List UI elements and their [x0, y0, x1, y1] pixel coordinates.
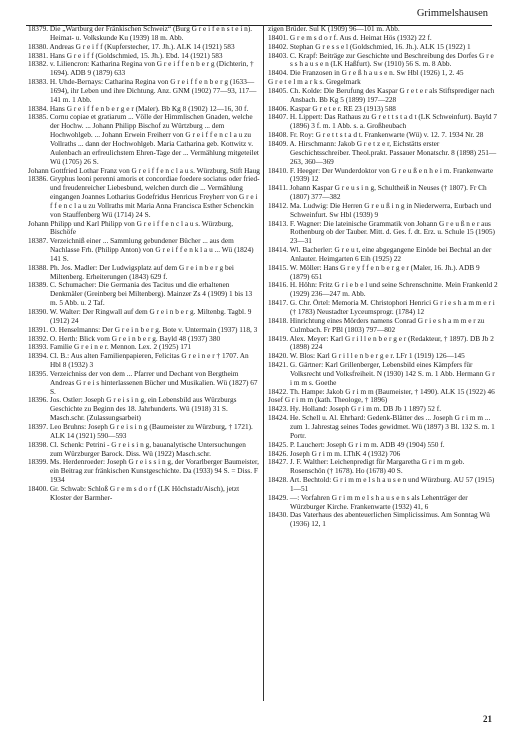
bibliography-entry: 18395. Verzeichniss der von dem ... Pfarrer und Dechant von Bergtheim Andreas G r e i s hinterlassenen Bücher und Musikalien. Wü (1827) 67 S. — [28, 368, 258, 396]
bibliography-entry: 18403. C. Krapf: Beiträge zur Geschichte und Beschreibung des Dorfes G r e s s h a u s e n (LK Haßfurt). Sw (1910) 56 S. m. 8 Abb. — [268, 50, 494, 69]
bibliography-entry: 18398. Cl. Schenk: Petrini - G r e i s i n g, bauanalytische Untersuchungen zum Würzburger Barock. Diss. Wü (1922) Masch.schr. — [28, 439, 246, 458]
bibliography-entry: 18415. W. Möller: Hans G r e y f f e n b e r g e r (Maler, 16. Jh.). ADB 9 (1879) 651 — [268, 262, 480, 281]
bibliography-entry: 18429. —: Vorfahren G r i m m e l s h a u s e n s als Lehenträger der Würzburger Kirche. Frankenwarte (1932) 41, 6 — [268, 492, 468, 511]
bibliography-entry: 18384. Hans G r e i f f e n b e r g e r (Maler). Bb Kg 8 (1902) 12—16, 30 f. — [28, 103, 249, 113]
bibliography-entry: 18413. F. Wagner: Die lateinische Grammatik von Johann G r e u ß n e r aus Rothenburg ob der Tauber. Mitt. d. Ges. f. dt. Erz. u. Schule 15 (1905) 23—31 — [268, 218, 495, 246]
bibliography-entry: 18407. H. Lippert: Das Rathaus zu G r e t t s t a d t (LK Schweinfurt). Bayld 7 (1896) 3 f. m. 1 Abb. s. a. Großheubach — [268, 112, 497, 131]
bibliography-entry: 18406. Kaspar G r e t e r. RE 23 (1913) 588 — [268, 103, 396, 113]
bibliography-entry: 18380. Andreas G r e i f f (Kupferstecher, 17. Jh.). ALK 14 (1921) 583 — [28, 41, 235, 51]
bibliography-entry: 18409. A. Hirschmann: Jakob G r e t z e r, Eichstätts erster Geschichtsschreiber. Theol.prakt. Passauer Monatschr. 8 (1898) 251—263, 360—369 — [268, 138, 497, 166]
bibliography-entry: 18430. Das Vaterhaus des abenteuerlichen Simplicissimus. Am Sonntag Wü (1936) 12, 1 — [268, 510, 490, 529]
left-column — [28, 25, 260, 503]
bibliography-entry: 18412. Ma. Ludwig: Die Herren G r e u ß i n g in Niederwerra, Eurbach und Schweinfurt. Sw Hbl (1939) 9 — [268, 200, 492, 219]
bibliography-entry: 18410. F. Heeger: Der Wunderdoktor von G r e u ß e n h e i m. Frankenwarte (1939) 12 — [268, 165, 494, 184]
bibliography-entry: 18399. Ms. Herdenroeder: Joseph G r e i s s i n g, der Vorarlberger Baumeister, ein Beitrag zur fränkischen Kunstgeschichte. Da (1933) 94 S. = Diss. F 1934 — [28, 457, 259, 485]
bibliography-entry: 18408. Fr. Roy: G r e t t s t a d t. Frankenwarte (Wü) v. 12. 7. 1934 Nr. 28 — [268, 130, 484, 140]
bibliography-entry: 18416. H. Höhn: Fritz G r i e b e l und seine Schrenschnitte. Mein Frankenld 2 (1929) 236—247 m. Abb. — [268, 280, 498, 299]
bibliography-entry: 18418. Hinrichtung eines Mörders namens Conrad G r i e s h a m m e r zu Culmbach. Fr PBl (1803) 797—802 — [268, 315, 485, 334]
bibliography-entry: 18401. G r e m s d o r f. Aus d. Heimat Hös (1932) 22 f. — [268, 32, 432, 42]
bibliography-entry: 18414. Wl. Bacherler: G r e u t, eine abgegangene Einöde bei Bechtal an der Anlauter. Heimgarten 6 Eih (1925) 22 — [268, 245, 492, 263]
bibliography-entry: 18428. Art. Bechtold: G r i m m e l s h a u s e n und Würzburg. AU 57 (1915) 1—51 — [268, 475, 495, 493]
bibliography-entry: Josef G r i m m (kath. Theologe, † 1896) — [268, 395, 388, 405]
bibliography-entry: 18393. Familie G r e i n e r. Mennon. Lex. 2 (1925) 171 — [28, 342, 192, 352]
bibliography-entry: zigen Brüder. Sul K (1909) 96—101 m. Abb. — [268, 24, 400, 33]
page-header — [26, 5, 492, 26]
bibliography-entry: 18392. O. Herth: Blick vom G r e i n b e r g. Bayld 48 (1937) 380 — [28, 333, 221, 343]
column-divider — [263, 25, 264, 701]
bibliography-entry: 18420. W. Blos: Karl G r i l l e n b e r g e r. LFr 1 (1919) 126—145 — [268, 351, 465, 361]
bibliography-entry: 18404. Die Franzosen in G r e ß h a u s e n. Sw Hbl (1926) 1, 2. 45 — [268, 68, 464, 78]
bibliography-entry: 18387. Verzeichniß einer ... Sammlung gebundener Bücher ... aus dem Nachlasse Frh. (Philipp Anton) von G r e i f f e n k l a u ... Wü (1824) 141 S. — [28, 236, 254, 263]
running-head-title: Grimmelshausen — [416, 8, 488, 19]
bibliography-entry: 18394. Cl. B.: Aus alten Familienpapieren, Felicitas G r e i n e r † 1707. An Hbl 8 (1932) 3 — [28, 351, 249, 370]
bibliography-entry: 18383. H. Uhde-Bernays: Catharina Regina von G r e i f f e n b e r g (1633—1694), ihr Leben und ihre Dichtung. Anz. GNM (1902) 77—93, 117—141 m. 1 Abb. — [28, 77, 257, 104]
bibliography-entry: 18400. Gr. Schwab: Schloß G r e m s d o r f (LK Höchstadt/Aisch), jetzt Kloster der Barmher- — [28, 483, 240, 502]
bibliography-entry: 18390. W. Walter: Der Ringwall auf dem G r e i n b e r g. Miltenbg. Tagbl. 9 (1912) 24 — [28, 307, 252, 325]
bibliography-entry: Johann Philipp und Karl Philipp von G r e i f f e n c l a u s. Würzburg, Bischöfe — [28, 218, 234, 237]
bibliography-entry: 18411. Johann Kaspar G r e u s i n g, Schultheiß in Neuses († 1807). Fr Ch (1807) 377—382 — [268, 183, 487, 202]
bibliography-entry: 18427. J. F. Walther: Leichenpredigt für Margaretha G r i m m geb. Rosenschön († 1678). Ho (1678) 40 S. — [268, 457, 465, 476]
bibliography-entry: 18396. Jos. Ostler: Joseph G r e i s i n g, ein Lebensbild aus Würzburgs Geschichte zu Beginn des 18. Jahrhunderts. Wü (1918) 31 S. Masch.schr. (Zulassungsarbeit) — [28, 395, 237, 423]
bibliography-entry: 18422. Th. Hampe: Jakob G r i m m (Baumeister, † 1490). ALK 15 (1922) 46 — [268, 386, 495, 396]
bibliography-entry: 18379. Die „Wartburg der Fränkischen Schweiz“ (Burg G r e i f e n s t e i n). Heimat- u. Volkskunde Ku (1939) 18 m. Abb. — [28, 24, 253, 42]
bibliography-entry: 18402. Stephan G r e s s e l (Goldschmied, 16. Jh.). ALK 15 (1922) 1 — [268, 41, 471, 51]
bibliography-entry: 18389. C. Schumacher: Die Germania des Tacitus und die erhaltenen Denkmäler (Greinberg bei Miltenberg). Mainzer Zs 4 (1909) 1 bis 13 m. 5 Abb. u. 2 Taf. — [28, 280, 253, 308]
page-number: 21 — [483, 714, 492, 724]
bibliography-entry: 18417. G. Chr. Örtel: Memoria M. Christophori Henrici G r i e s h a m m e r i († 1783) Neustadter Lyceumsprogr. (1784) 12 — [268, 298, 495, 316]
bibliography-entry: 18421. G. Gärtner: Karl Grillenberger, Lebensbild eines Kämpfers für Volksrecht und Volksfreiheit. N (1930) 142 S. m. 1 Abb. Hermann G r i m m s. Goethe — [268, 360, 495, 387]
bibliography-entry: 18381. Hans G r e i f f (Goldschmied, 15. Jh.). Ebd. 14 (1921) 583 — [28, 50, 223, 60]
bibliography-entry: 18426. Joseph G r i m m. LThK 4 (1932) 706 — [268, 448, 401, 458]
bibliography-entry: 18385. Cornu copiae et gratiarum ... Völle der Himmlischen Gnaden, welche der Hochw. ... Johann Philipp Bischof zu Würtzburg ... dem Hochwohlgeb. ... Johann Erwein Freiherr von G r e i f f e n c l a u zu Vollraths ... dann der Hochwohlgeb. Maria Catharina geb. Kottwitz v. Aulenbach an erfreulichstem Ehren-Tage der ... Vermählung mitgeteilet Wü (1705) 26 S. — [28, 112, 259, 166]
bibliography-entry: 18424. He. Schell u. Al. Ehrhard: Gedenk-Blätter des ... Joseph G r i m m ... zum 1. Jahrestag seines Todes gewidmet. Wü (1897) 3 Bl. 132 S. m. 1 Portr. — [268, 413, 495, 440]
bibliography-entry: Johann Gottfried Lothar Franz von G r e i f f e n c l a u s. Würzburg, Stift Haug — [28, 165, 260, 175]
bibliography-entry: 18419. Alex. Meyer: Karl G r i l l e n b e r g e r (Redakteur, † 1897). DB Jb 2 (1898) 224 — [268, 333, 494, 352]
bibliography-entry: 18388. Ph. Jos. Madler: Der Ludwigsplatz auf dem G r e i n b e r g bei Miltenberg. Erheiterungen (1843) 629 f. — [28, 262, 234, 281]
right-column — [268, 25, 498, 529]
bibliography-entry: 18382. v. Liliencron: Katharina Regina von G r e i f f e n b e r g (Dichterin, † 1694). ADB 9 (1879) 633 — [28, 59, 254, 78]
bibliography-entry: 18397. Leo Bruhns: Joseph G r e i s i n g (Baumeister zu Würzburg, † 1721). ALK 14 (1921) 590—593 — [28, 421, 253, 440]
bibliography-entry: 18423. Hy. Holland: Joseph G r i m m. DB Jb 1 1897) 52 f. — [268, 404, 442, 414]
bibliography-entry: 18391. O. Henselmanns: Der G r e i n b e r g. Bote v. Untermain (1937) 118, 3 — [28, 324, 258, 334]
bibliography-entry: 18386. Gryphus leoni perenni amoris et concordiae foedere sociatus oder fried- und freudenreicher Liebesbund, welchen durch die ... Vermählung eingangen Joannes Lotharius Godefridus Henricus Freyherr von G r e i f f e n c l a u zu Vollraths mit Maria Anna Francisca Esther Schenckin von Stauffenberg Wü (1714) 24 S. — [28, 174, 260, 219]
bibliography-entry: G r e t e l m a r k s. Gregelmark — [268, 77, 361, 87]
bibliography-entry: 18405. Ch. Kolde: Die Berufung des Kaspar G r e t e r als Stiftsprediger nach Ansbach. Bb Kg 5 (1899) 197—228 — [268, 85, 495, 104]
bibliography-entry: 18425. P. Lauchert: Joseph G r i m m. ADB 49 (1904) 550 f. — [268, 439, 445, 449]
